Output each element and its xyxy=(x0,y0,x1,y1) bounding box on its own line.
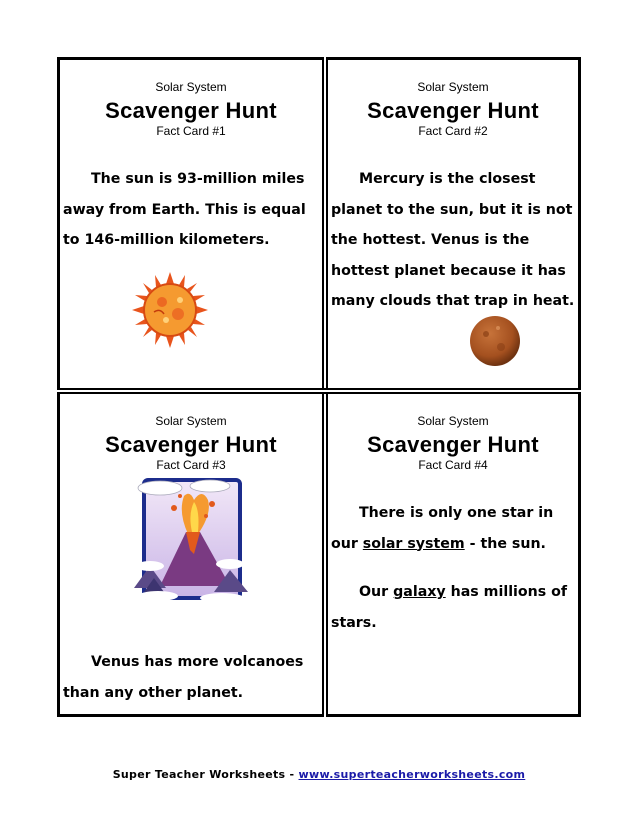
card-subject: Solar System xyxy=(155,414,227,428)
fact-card-grid xyxy=(57,57,581,717)
card-subject: Solar System xyxy=(155,80,227,94)
card-title: Scavenger Hunt xyxy=(105,98,277,123)
card-subject: Solar System xyxy=(417,414,489,428)
sun-icon xyxy=(130,270,210,350)
card-fact-text: There is only one star in our solar system - the sun. xyxy=(331,505,554,552)
card-number: Fact Card #2 xyxy=(418,124,488,138)
card-title: Scavenger Hunt xyxy=(367,98,539,123)
card-subject: Solar System xyxy=(417,80,489,94)
card-fact-text: Mercury is the closest planet to the sun, but it is not the hottest. Venus is the hottest planet because it has many clouds that trap in heat. xyxy=(331,171,575,309)
card-number: Fact Card #1 xyxy=(156,124,226,138)
card-number: Fact Card #4 xyxy=(418,458,488,472)
card-fact-text-2: Our galaxy has millions of stars. xyxy=(331,584,568,631)
galaxy-term: galaxy xyxy=(393,584,446,600)
card-title: Scavenger Hunt xyxy=(367,432,539,457)
card-fact-text: Venus has more volcanoes than any other planet. xyxy=(63,654,304,701)
fact-card-4 xyxy=(328,394,578,714)
fact-card-1 xyxy=(60,60,322,388)
card-fact-text: The sun is 93-million miles away from Earth. This is equal to 146-million kilometers. xyxy=(63,171,306,248)
volcano-icon xyxy=(130,474,250,604)
page-footer xyxy=(0,768,638,781)
card-number: Fact Card #3 xyxy=(156,458,226,472)
footer-link[interactable]: www.superteacherworksheets.com xyxy=(298,768,526,781)
mercury-planet-icon xyxy=(468,314,522,368)
card-title: Scavenger Hunt xyxy=(105,432,277,457)
fact-card-3 xyxy=(60,394,322,714)
footer-label: Super Teacher Worksheets - xyxy=(112,768,299,781)
solar-system-term: solar system xyxy=(362,535,465,552)
fact-card-2 xyxy=(328,60,578,388)
